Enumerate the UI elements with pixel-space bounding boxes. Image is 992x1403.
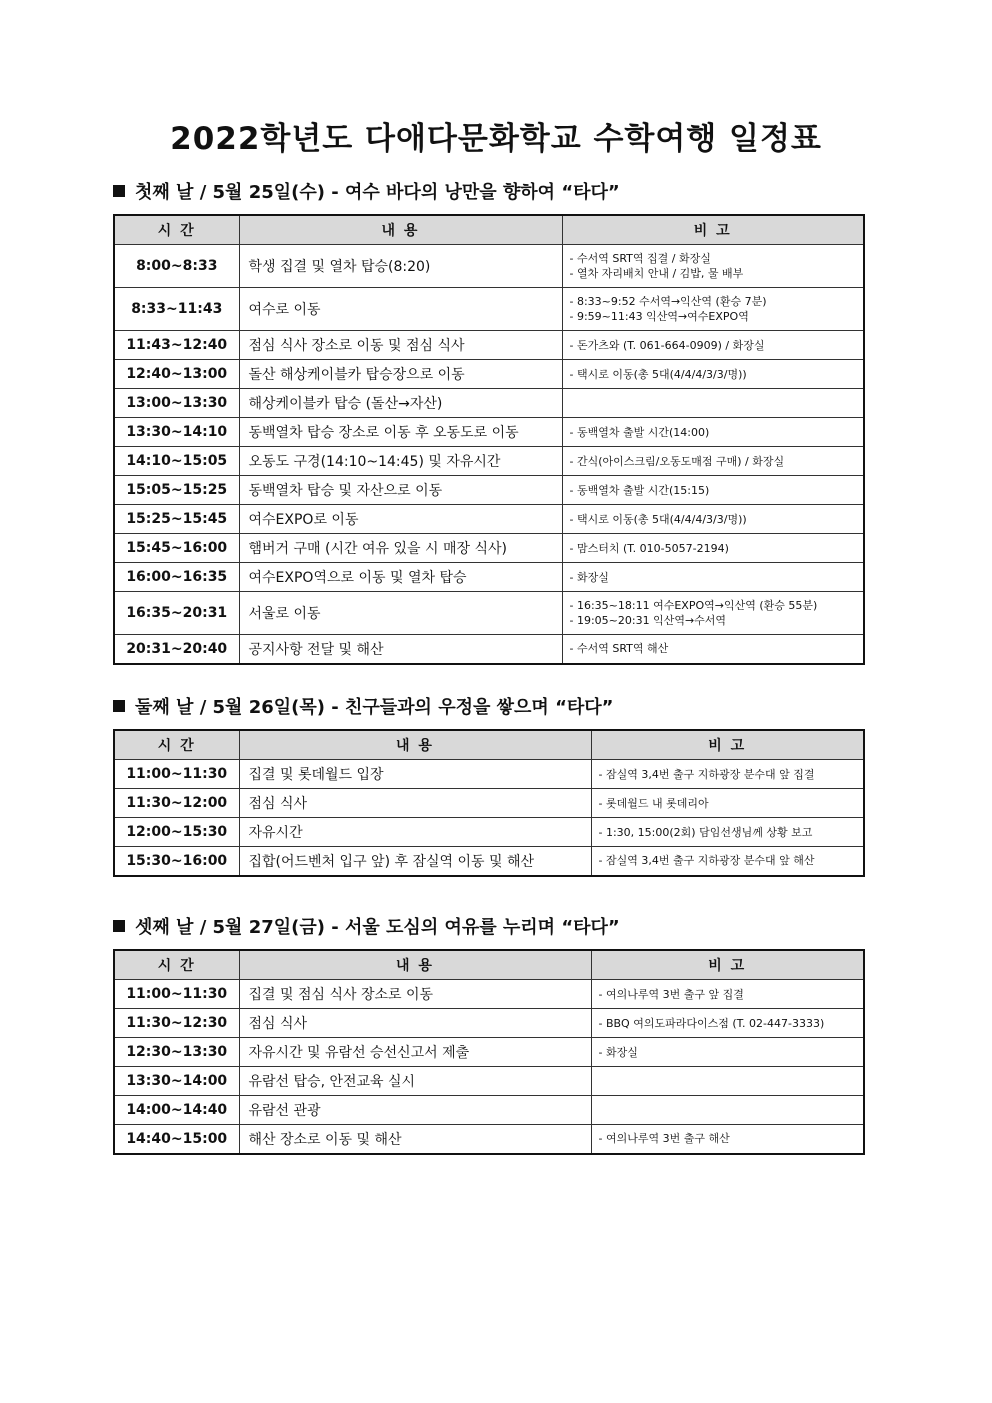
col-header-note: 비 고 [591, 730, 864, 760]
note-cell [562, 534, 864, 563]
time-cell: 15:25~15:45 [114, 505, 239, 534]
note-cell [562, 288, 864, 331]
time-cell: 13:30~14:10 [114, 418, 239, 447]
time-cell: 13:00~13:30 [114, 389, 239, 418]
time-cell: 8:00~8:33 [114, 245, 239, 288]
table-row [114, 1009, 864, 1038]
time-cell: 11:00~11:30 [114, 980, 239, 1009]
content-cell: 여수EXPO로 이동 [239, 505, 562, 534]
content-cell: 돌산 해상케이블카 탑승장으로 이동 [239, 360, 562, 389]
note-line: - 화장실 [598, 1045, 638, 1059]
note-line: - 1:30, 15:00(2회) 담임선생님께 상황 보고 [598, 825, 813, 839]
content-cell: 서울로 이동 [239, 592, 562, 635]
note-cell [591, 818, 864, 847]
day2-heading [113, 695, 863, 721]
table-row [114, 635, 864, 664]
time-cell: 11:30~12:00 [114, 789, 239, 818]
col-header-note: 비 고 [562, 215, 864, 245]
time-cell: 15:45~16:00 [114, 534, 239, 563]
time-cell: 11:30~12:30 [114, 1009, 239, 1038]
content-cell: 점심 식사 [239, 789, 591, 818]
table-row [114, 360, 864, 389]
time-cell: 16:35~20:31 [114, 592, 239, 635]
table-row [114, 980, 864, 1009]
content-cell: 집결 및 점심 식사 장소로 이동 [239, 980, 591, 1009]
day2-heading-text: 둘째 날 / 5월 26일(목) - 친구들과의 우정을 쌓으며 “타다” [135, 697, 614, 718]
table-row [114, 245, 864, 288]
time-cell: 13:30~14:00 [114, 1067, 239, 1096]
time-cell: 15:30~16:00 [114, 847, 239, 876]
note-line: - 여의나루역 3번 출구 해산 [598, 1132, 730, 1146]
table-row [114, 288, 864, 331]
table-row [114, 1125, 864, 1154]
table-row [114, 505, 864, 534]
note-cell [591, 1067, 864, 1096]
day1-heading [113, 180, 863, 206]
note-cell [562, 389, 864, 418]
note-line: - 동백열차 출발 시간(15:15) [569, 483, 710, 497]
note-cell [562, 635, 864, 664]
note-line: - 간식(아이스크림/오동도매점 구매) / 화장실 [569, 454, 785, 468]
content-cell: 유람선 관광 [239, 1096, 591, 1125]
col-header-time: 시 간 [114, 950, 239, 980]
table-row [114, 418, 864, 447]
time-cell: 20:31~20:40 [114, 635, 239, 664]
note-cell [562, 592, 864, 635]
content-cell: 여수로 이동 [239, 288, 562, 331]
content-cell: 집합(어드벤처 입구 앞) 후 잠실역 이동 및 해산 [239, 847, 591, 876]
note-line: - 수서역 SRT역 해산 [569, 642, 669, 656]
note-line: - 16:35~18:11 여수EXPO역→익산역 (환승 55분) [569, 599, 818, 612]
time-cell: 12:30~13:30 [114, 1038, 239, 1067]
note-cell [562, 245, 864, 288]
square-bullet-icon [113, 700, 125, 712]
note-cell [591, 1038, 864, 1067]
time-cell: 14:10~15:05 [114, 447, 239, 476]
note-line: - 9:59~11:43 익산역→여수EXPO역 [569, 310, 749, 323]
note-line: - 여의나루역 3번 출구 앞 집결 [598, 987, 744, 1001]
content-cell: 자유시간 [239, 818, 591, 847]
content-cell: 자유시간 및 유람선 승선신고서 제출 [239, 1038, 591, 1067]
note-line: - 잠실역 3,4번 출구 지하광장 분수대 앞 해산 [598, 854, 815, 868]
day1-heading-text: 첫째 날 / 5월 25일(수) - 여수 바다의 낭만을 향하여 “타다” [135, 182, 620, 203]
content-cell: 동백열차 탑승 장소로 이동 후 오동도로 이동 [239, 418, 562, 447]
note-line: - 8:33~9:52 수서역→익산역 (환승 7분) [569, 295, 767, 308]
table-row [114, 389, 864, 418]
time-cell: 12:40~13:00 [114, 360, 239, 389]
table-row [114, 1038, 864, 1067]
content-cell: 동백열차 탑승 및 자산으로 이동 [239, 476, 562, 505]
col-header-time: 시 간 [114, 730, 239, 760]
table-row [114, 760, 864, 789]
note-cell [562, 447, 864, 476]
table-row [114, 534, 864, 563]
table-row [114, 331, 864, 360]
table-row [114, 818, 864, 847]
table-row [114, 447, 864, 476]
note-cell [591, 980, 864, 1009]
day3-table [113, 949, 865, 1155]
time-cell: 15:05~15:25 [114, 476, 239, 505]
content-cell: 집결 및 롯데월드 입장 [239, 760, 591, 789]
day2-table [113, 729, 865, 877]
note-cell [591, 1125, 864, 1154]
content-cell: 햄버거 구매 (시간 여유 있을 시 매장 식사) [239, 534, 562, 563]
note-cell [562, 331, 864, 360]
note-line: - 택시로 이동(총 5대(4/4/4/3/3/명)) [569, 512, 747, 526]
col-header-content: 내 용 [239, 215, 562, 245]
table-row [114, 847, 864, 876]
note-cell [591, 1096, 864, 1125]
content-cell: 오동도 구경(14:10~14:45) 및 자유시간 [239, 447, 562, 476]
time-cell: 12:00~15:30 [114, 818, 239, 847]
col-header-content: 내 용 [239, 950, 591, 980]
note-line: - 잠실역 3,4번 출구 지하광장 분수대 앞 집결 [598, 767, 815, 781]
day1-section [113, 180, 863, 665]
time-cell: 16:00~16:35 [114, 563, 239, 592]
table-row [114, 563, 864, 592]
note-line: - 돈가츠와 (T. 061-664-0909) / 화장실 [569, 338, 765, 352]
content-cell: 점심 식사 장소로 이동 및 점심 식사 [239, 331, 562, 360]
day3-section [113, 915, 863, 1155]
note-cell [591, 1009, 864, 1038]
note-cell [591, 789, 864, 818]
square-bullet-icon [113, 185, 125, 197]
square-bullet-icon [113, 920, 125, 932]
day2-section [113, 695, 863, 877]
table-row [114, 476, 864, 505]
note-cell [591, 760, 864, 789]
note-cell [562, 505, 864, 534]
note-line: - 맘스터치 (T. 010-5057-2194) [569, 541, 729, 555]
content-cell: 공지사항 전달 및 해산 [239, 635, 562, 664]
col-header-time: 시 간 [114, 215, 239, 245]
table-row [114, 592, 864, 635]
table-row [114, 789, 864, 818]
note-cell [591, 847, 864, 876]
note-line: - 열차 자리배치 안내 / 김밥, 물 배부 [569, 267, 744, 280]
note-line: - 화장실 [569, 570, 609, 584]
col-header-content: 내 용 [239, 730, 591, 760]
time-cell: 14:40~15:00 [114, 1125, 239, 1154]
day1-table [113, 214, 865, 665]
content-cell: 점심 식사 [239, 1009, 591, 1038]
note-line: - BBQ 여의도파라다이스점 (T. 02-447-3333) [598, 1016, 825, 1030]
note-line: - 택시로 이동(총 5대(4/4/4/3/3/명)) [569, 367, 747, 381]
note-cell [562, 360, 864, 389]
day3-heading-text: 셋째 날 / 5월 27일(금) - 서울 도심의 여유를 누리며 “타다” [135, 917, 620, 938]
note-line: - 19:05~20:31 익산역→수서역 [569, 614, 727, 627]
day3-heading [113, 915, 863, 941]
note-line: - 동백열차 출발 시간(14:00) [569, 425, 710, 439]
time-cell: 11:43~12:40 [114, 331, 239, 360]
note-cell [562, 476, 864, 505]
col-header-note: 비 고 [591, 950, 864, 980]
time-cell: 11:00~11:30 [114, 760, 239, 789]
note-cell [562, 563, 864, 592]
content-cell: 해산 장소로 이동 및 해산 [239, 1125, 591, 1154]
note-line: - 수서역 SRT역 집결 / 화장실 [569, 252, 711, 265]
time-cell: 14:00~14:40 [114, 1096, 239, 1125]
content-cell: 여수EXPO역으로 이동 및 열차 탑승 [239, 563, 562, 592]
table-row [114, 1096, 864, 1125]
note-cell [562, 418, 864, 447]
content-cell: 학생 집결 및 열차 탑승(8:20) [239, 245, 562, 288]
note-line: - 롯데월드 내 롯데리아 [598, 796, 709, 810]
content-cell: 해상케이블카 탑승 (돌산→자산) [239, 389, 562, 418]
time-cell: 8:33~11:43 [114, 288, 239, 331]
page-title: 2022학년도 다애다문화학교 수학여행 일정표 [170, 121, 822, 157]
table-row [114, 1067, 864, 1096]
content-cell: 유람선 탑승, 안전교육 실시 [239, 1067, 591, 1096]
